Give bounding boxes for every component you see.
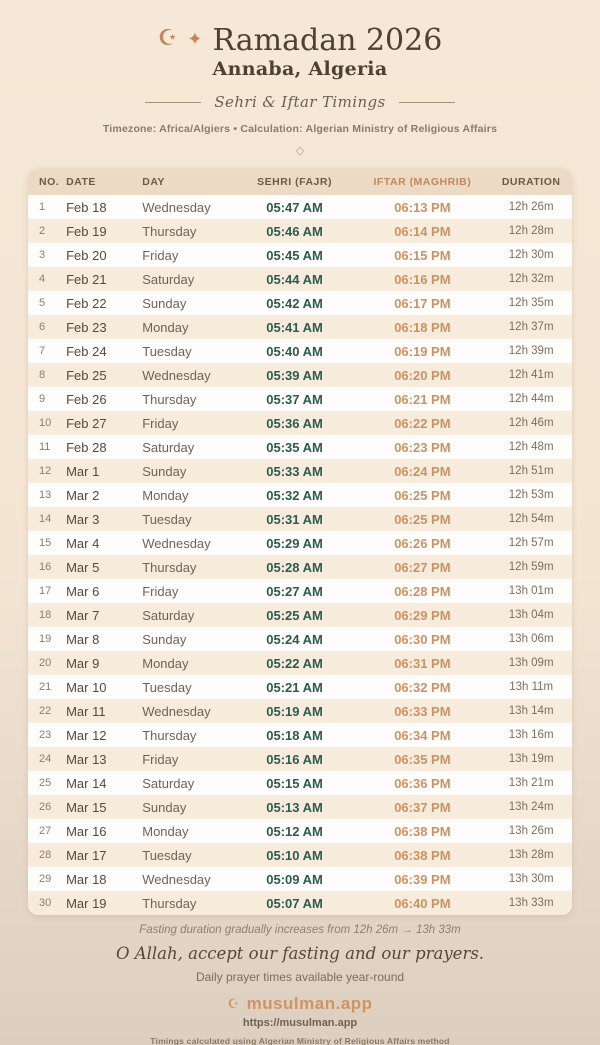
cell-sehri-time: 05:13 AM xyxy=(266,799,323,815)
table-row xyxy=(28,507,572,531)
cell-duration: 12h 41m xyxy=(508,369,554,381)
cell-iftar-time: 06:32 PM xyxy=(394,679,451,695)
cell-iftar-time: 06:25 PM xyxy=(394,487,451,503)
cell-day: Wednesday xyxy=(142,871,211,887)
table-row xyxy=(28,339,572,363)
cell-row-number: 9 xyxy=(39,393,46,405)
cell-sehri-time: 05:47 AM xyxy=(266,199,323,215)
cell-day: Friday xyxy=(142,247,179,263)
table-row xyxy=(28,387,572,411)
cell-row-number: 27 xyxy=(39,825,52,837)
cell-iftar-time: 06:14 PM xyxy=(394,223,451,239)
cell-date: Feb 23 xyxy=(66,319,107,335)
cell-iftar-time: 06:38 PM xyxy=(394,847,451,863)
cell-date: Mar 15 xyxy=(66,799,107,815)
cell-duration: 12h 59m xyxy=(508,561,554,573)
cell-sehri-time: 05:15 AM xyxy=(266,775,323,791)
cell-sehri-time: 05:27 AM xyxy=(266,583,323,599)
cell-day: Sunday xyxy=(142,295,187,311)
cell-sehri-time: 05:41 AM xyxy=(266,319,323,335)
cell-duration: 13h 06m xyxy=(508,633,554,645)
cell-day: Sunday xyxy=(142,463,187,479)
cell-duration: 13h 19m xyxy=(508,753,554,765)
cell-duration: 12h 26m xyxy=(508,201,554,213)
cell-date: Mar 7 xyxy=(66,607,100,623)
cell-day: Tuesday xyxy=(142,343,192,359)
cell-day: Saturday xyxy=(142,271,195,287)
table-header-row xyxy=(28,169,572,195)
cell-sehri-time: 05:31 AM xyxy=(266,511,323,527)
cell-duration: 13h 28m xyxy=(508,849,554,861)
cell-date: Feb 27 xyxy=(66,415,107,431)
title-row xyxy=(0,24,600,57)
cell-duration: 13h 01m xyxy=(508,585,554,597)
cell-date: Mar 19 xyxy=(66,895,107,911)
cell-iftar-time: 06:34 PM xyxy=(394,727,451,743)
calculation-method-note: Timings calculated using Algerian Ministry of Religious Affairs method xyxy=(150,1036,450,1045)
cell-date: Mar 12 xyxy=(66,727,107,743)
cell-row-number: 20 xyxy=(39,657,52,669)
cell-date: Feb 28 xyxy=(66,439,107,455)
cell-sehri-time: 05:09 AM xyxy=(266,871,323,887)
cell-duration: 13h 26m xyxy=(508,825,554,837)
cell-duration: 12h 28m xyxy=(508,225,554,237)
cell-day: Sunday xyxy=(142,799,187,815)
table-row xyxy=(28,267,572,291)
cell-sehri-time: 05:36 AM xyxy=(266,415,323,431)
cell-row-number: 8 xyxy=(39,369,46,381)
cell-iftar-time: 06:25 PM xyxy=(394,511,451,527)
table-row xyxy=(28,651,572,675)
cell-duration: 12h 30m xyxy=(508,249,554,261)
cell-sehri-time: 05:29 AM xyxy=(266,535,323,551)
cell-sehri-time: 05:24 AM xyxy=(266,631,323,647)
cell-iftar-time: 06:28 PM xyxy=(394,583,451,599)
cell-duration: 12h 32m xyxy=(508,273,554,285)
cell-duration: 13h 21m xyxy=(508,777,554,789)
cell-iftar-time: 06:31 PM xyxy=(394,655,451,671)
cell-duration: 13h 14m xyxy=(508,705,554,717)
cell-iftar-time: 06:17 PM xyxy=(394,295,451,311)
cell-row-number: 30 xyxy=(39,897,52,909)
cell-sehri-time: 05:39 AM xyxy=(266,367,323,383)
cell-row-number: 18 xyxy=(39,609,52,621)
table-row xyxy=(28,819,572,843)
cell-iftar-time: 06:30 PM xyxy=(394,631,451,647)
cell-iftar-time: 06:33 PM xyxy=(394,703,451,719)
table-row xyxy=(28,747,572,771)
cell-row-number: 1 xyxy=(39,201,46,213)
cell-row-number: 2 xyxy=(39,225,46,237)
cell-day: Thursday xyxy=(142,559,197,575)
cell-date: Feb 24 xyxy=(66,343,107,359)
cell-row-number: 10 xyxy=(39,417,52,429)
cell-iftar-time: 06:13 PM xyxy=(394,199,451,215)
table-row xyxy=(28,459,572,483)
cell-sehri-time: 05:07 AM xyxy=(266,895,323,911)
cell-iftar-time: 06:18 PM xyxy=(394,319,451,335)
cell-iftar-time: 06:21 PM xyxy=(394,391,451,407)
cell-date: Mar 3 xyxy=(66,511,100,527)
timings-subtitle: Sehri & Iftar Timings xyxy=(214,93,386,111)
cell-duration: 12h 39m xyxy=(508,345,554,357)
cell-row-number: 6 xyxy=(39,321,46,333)
cell-duration: 12h 44m xyxy=(508,393,554,405)
availability-note: Daily prayer times available year-round xyxy=(195,970,405,984)
column-header-day: DAY xyxy=(142,176,165,188)
cell-sehri-time: 05:45 AM xyxy=(266,247,323,263)
cell-date: Feb 20 xyxy=(66,247,107,263)
cell-day: Wednesday xyxy=(142,199,211,215)
cell-iftar-time: 06:20 PM xyxy=(394,367,451,383)
cell-sehri-time: 05:40 AM xyxy=(266,343,323,359)
cell-iftar-time: 06:29 PM xyxy=(394,607,451,623)
cell-row-number: 26 xyxy=(39,801,52,813)
cell-day: Monday xyxy=(142,655,189,671)
table-row xyxy=(28,363,572,387)
cell-row-number: 17 xyxy=(39,585,52,597)
cell-day: Wednesday xyxy=(142,367,211,383)
cell-iftar-time: 06:37 PM xyxy=(394,799,451,815)
cell-day: Saturday xyxy=(142,439,195,455)
cell-day: Saturday xyxy=(142,607,195,623)
cell-row-number: 13 xyxy=(39,489,52,501)
cell-day: Monday xyxy=(142,487,189,503)
page-header xyxy=(0,24,600,157)
table-row xyxy=(28,411,572,435)
cell-date: Mar 1 xyxy=(66,463,100,479)
table-row xyxy=(28,891,572,915)
cell-duration: 13h 09m xyxy=(508,657,554,669)
cell-date: Feb 21 xyxy=(66,271,107,287)
cell-date: Mar 10 xyxy=(66,679,107,695)
cell-sehri-time: 05:10 AM xyxy=(266,847,323,863)
cell-day: Sunday xyxy=(142,631,187,647)
cell-day: Wednesday xyxy=(142,535,211,551)
cell-date: Mar 17 xyxy=(66,847,107,863)
table-row xyxy=(28,699,572,723)
cell-row-number: 22 xyxy=(39,705,52,717)
column-header-no: NO. xyxy=(39,176,60,188)
cell-sehri-time: 05:44 AM xyxy=(266,271,323,287)
table-row xyxy=(28,843,572,867)
cell-day: Thursday xyxy=(142,391,197,407)
cell-day: Monday xyxy=(142,823,189,839)
timezone-calculation-meta: Timezone: Africa/Algiers • Calculation: Algerian Ministry of Religious Affairs xyxy=(102,123,498,135)
cell-sehri-time: 05:42 AM xyxy=(266,295,323,311)
brand-url: https://musulman.app xyxy=(242,1017,358,1029)
dua-text: O Allah, accept our fasting and our prayers. xyxy=(115,944,485,963)
cell-date: Mar 16 xyxy=(66,823,107,839)
cell-sehri-time: 05:35 AM xyxy=(266,439,323,455)
cell-iftar-time: 06:15 PM xyxy=(394,247,451,263)
cell-row-number: 19 xyxy=(39,633,52,645)
cell-iftar-time: 06:23 PM xyxy=(394,439,451,455)
cell-sehri-time: 05:22 AM xyxy=(266,655,323,671)
cell-iftar-time: 06:19 PM xyxy=(394,343,451,359)
cell-sehri-time: 05:46 AM xyxy=(266,223,323,239)
table-row xyxy=(28,219,572,243)
column-header-duration: DURATION xyxy=(501,176,561,188)
cell-date: Feb 25 xyxy=(66,367,107,383)
cell-iftar-time: 06:24 PM xyxy=(394,463,451,479)
table-row xyxy=(28,603,572,627)
cell-duration: 12h 54m xyxy=(508,513,554,525)
brand-row xyxy=(0,994,600,1014)
cell-row-number: 11 xyxy=(39,441,51,453)
table-row xyxy=(28,555,572,579)
cell-sehri-time: 05:25 AM xyxy=(266,607,323,623)
page-footer xyxy=(0,924,600,1045)
cell-iftar-time: 06:38 PM xyxy=(394,823,451,839)
column-header-iftar: IFTAR (MAGHRIB) xyxy=(373,176,472,188)
cell-duration: 12h 46m xyxy=(508,417,554,429)
table-row xyxy=(28,795,572,819)
cell-iftar-time: 06:36 PM xyxy=(394,775,451,791)
table-row xyxy=(28,483,572,507)
cell-date: Mar 8 xyxy=(66,631,100,647)
cell-row-number: 15 xyxy=(39,537,52,549)
crescent-icon: ☪ xyxy=(227,996,240,1011)
cell-row-number: 25 xyxy=(39,777,52,789)
cell-row-number: 29 xyxy=(39,873,52,885)
diamond-ornament-icon: ◇ xyxy=(295,145,305,157)
cell-date: Feb 19 xyxy=(66,223,107,239)
table-row xyxy=(28,579,572,603)
table-row xyxy=(28,315,572,339)
cell-sehri-time: 05:12 AM xyxy=(266,823,323,839)
cell-row-number: 4 xyxy=(39,273,46,285)
cell-day: Tuesday xyxy=(142,847,192,863)
cell-duration: 12h 51m xyxy=(508,465,554,477)
cell-day: Thursday xyxy=(142,223,197,239)
cell-row-number: 16 xyxy=(39,561,52,573)
cell-date: Mar 6 xyxy=(66,583,100,599)
cell-day: Thursday xyxy=(142,727,197,743)
cell-day: Wednesday xyxy=(142,703,211,719)
cell-day: Friday xyxy=(142,751,179,767)
cell-row-number: 21 xyxy=(39,681,52,693)
cell-duration: 12h 37m xyxy=(508,321,554,333)
cell-date: Feb 18 xyxy=(66,199,107,215)
cell-row-number: 12 xyxy=(39,465,52,477)
cell-duration: 12h 53m xyxy=(508,489,554,501)
sparkle-icon: ✦ xyxy=(187,28,203,50)
cell-iftar-time: 06:40 PM xyxy=(394,895,451,911)
cell-date: Mar 11 xyxy=(66,703,106,719)
cell-day: Tuesday xyxy=(142,679,192,695)
cell-iftar-time: 06:26 PM xyxy=(394,535,451,551)
table-row xyxy=(28,195,572,219)
cell-date: Mar 2 xyxy=(66,487,100,503)
divider-line-right xyxy=(399,102,455,103)
location-subtitle: Annaba, Algeria xyxy=(212,58,388,80)
cell-day: Monday xyxy=(142,319,189,335)
column-header-date: DATE xyxy=(66,176,96,188)
cell-day: Friday xyxy=(142,583,179,599)
star-and-crescent-icon: ☪ xyxy=(157,26,178,52)
cell-duration: 12h 48m xyxy=(508,441,554,453)
cell-iftar-time: 06:39 PM xyxy=(394,871,451,887)
cell-date: Mar 14 xyxy=(66,775,107,791)
cell-date: Feb 26 xyxy=(66,391,107,407)
cell-date: Mar 4 xyxy=(66,535,100,551)
cell-sehri-time: 05:32 AM xyxy=(266,487,323,503)
cell-day: Friday xyxy=(142,415,179,431)
table-row xyxy=(28,627,572,651)
cell-date: Mar 5 xyxy=(66,559,100,575)
cell-iftar-time: 06:16 PM xyxy=(394,271,451,287)
column-header-sehri: SEHRI (FAJR) xyxy=(257,176,332,188)
cell-duration: 13h 33m xyxy=(508,897,554,909)
table-row xyxy=(28,243,572,267)
cell-date: Mar 13 xyxy=(66,751,107,767)
cell-duration: 13h 04m xyxy=(508,609,554,621)
cell-row-number: 23 xyxy=(39,729,52,741)
fasting-duration-note: Fasting duration gradually increases from 12h 26m → 13h 33m xyxy=(139,924,461,936)
timings-table-body xyxy=(28,195,572,915)
cell-row-number: 28 xyxy=(39,849,52,861)
cell-day: Tuesday xyxy=(142,511,192,527)
cell-duration: 12h 57m xyxy=(508,537,554,549)
cell-sehri-time: 05:33 AM xyxy=(266,463,323,479)
table-row xyxy=(28,531,572,555)
cell-iftar-time: 06:27 PM xyxy=(394,559,451,575)
table-row xyxy=(28,435,572,459)
cell-row-number: 14 xyxy=(39,513,52,525)
cell-iftar-time: 06:35 PM xyxy=(394,751,451,767)
subtitle-row xyxy=(0,93,600,111)
table-row xyxy=(28,867,572,891)
cell-row-number: 5 xyxy=(39,297,46,309)
table-row xyxy=(28,723,572,747)
brand-name: musulman.app xyxy=(246,994,373,1013)
cell-duration: 13h 16m xyxy=(508,729,554,741)
page-title: Ramadan 2026 xyxy=(212,23,443,58)
timings-table xyxy=(28,169,572,915)
cell-duration: 13h 30m xyxy=(508,873,554,885)
cell-day: Thursday xyxy=(142,895,197,911)
cell-sehri-time: 05:37 AM xyxy=(266,391,323,407)
cell-day: Saturday xyxy=(142,775,195,791)
cell-sehri-time: 05:19 AM xyxy=(266,703,323,719)
cell-iftar-time: 06:22 PM xyxy=(394,415,451,431)
cell-row-number: 3 xyxy=(39,249,46,261)
divider-line-left xyxy=(145,102,201,103)
cell-row-number: 7 xyxy=(39,345,46,357)
cell-duration: 12h 35m xyxy=(508,297,554,309)
table-row xyxy=(28,771,572,795)
cell-sehri-time: 05:21 AM xyxy=(266,679,323,695)
cell-sehri-time: 05:16 AM xyxy=(266,751,323,767)
cell-row-number: 24 xyxy=(39,753,52,765)
cell-duration: 13h 24m xyxy=(508,801,554,813)
cell-date: Mar 9 xyxy=(66,655,100,671)
cell-date: Feb 22 xyxy=(66,295,107,311)
cell-duration: 13h 11m xyxy=(509,681,554,693)
table-row xyxy=(28,291,572,315)
cell-sehri-time: 05:18 AM xyxy=(266,727,323,743)
cell-sehri-time: 05:28 AM xyxy=(266,559,323,575)
table-row xyxy=(28,675,572,699)
cell-date: Mar 18 xyxy=(66,871,107,887)
